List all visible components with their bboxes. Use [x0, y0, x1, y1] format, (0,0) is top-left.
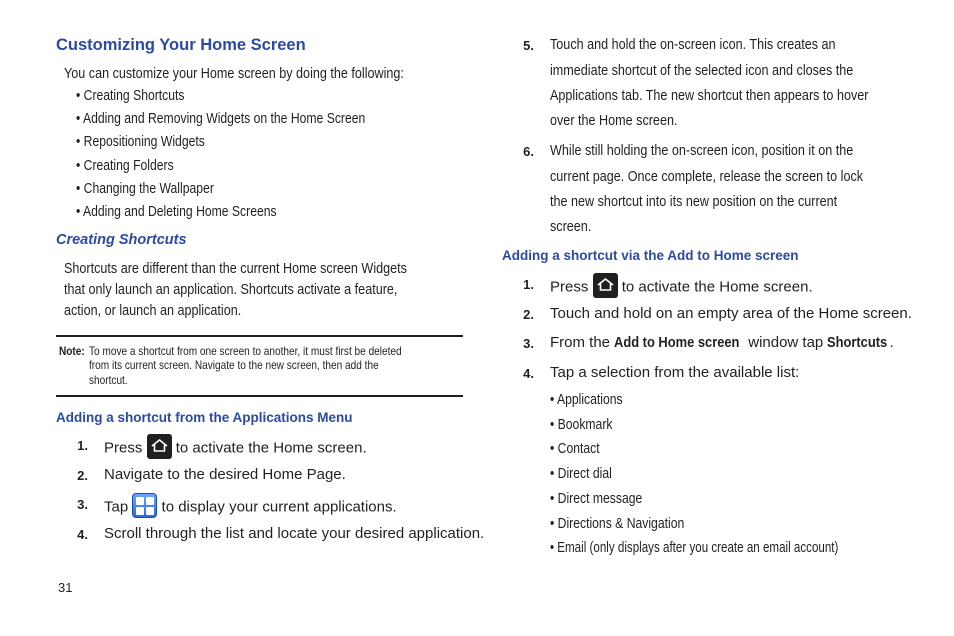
- step-line: screen.: [550, 218, 592, 235]
- section-subtitle: Creating Shortcuts: [56, 232, 187, 248]
- step-text: Navigate to the desired Home Page.: [104, 466, 346, 483]
- step-number: 4.: [77, 527, 88, 542]
- step-number: 4.: [523, 366, 534, 381]
- note-line: from its current screen. Navigate to the new screen, then add the: [89, 358, 379, 372]
- page-title: Customizing Your Home Screen: [56, 36, 306, 54]
- step-text: Tap to display your current applications.: [104, 495, 397, 520]
- bullet-item: • Creating Shortcuts: [76, 88, 185, 104]
- note-label: Note:: [59, 344, 85, 358]
- step-line: current page. Once complete, release the screen to lock: [550, 168, 864, 185]
- step-number: 2.: [77, 468, 88, 483]
- bullet-item: • Changing the Wallpaper: [76, 181, 214, 197]
- step-number: 2.: [523, 307, 534, 322]
- bullet-item: • Repositioning Widgets: [76, 134, 205, 150]
- step-line: While still holding the on-screen icon, position it on the: [550, 142, 854, 159]
- step-text: Press to activate the Home screen.: [550, 275, 813, 300]
- list-item: • Email (only displays after you create an email account): [550, 540, 839, 556]
- step-text: Tap a selection from the available list:: [550, 364, 800, 381]
- note-line: To move a shortcut from one screen to another, it must first be deleted: [89, 344, 402, 358]
- list-item: • Direct dial: [550, 466, 612, 482]
- paragraph-line: action, or launch an application.: [64, 302, 242, 319]
- note-bottom-divider: [56, 395, 463, 397]
- home-key-icon: [147, 434, 172, 459]
- list-item: • Directions & Navigation: [550, 516, 685, 532]
- step-number: 5.: [523, 38, 534, 53]
- step-text: From the Add to Home screen window tap Shortcuts .: [550, 334, 894, 351]
- step-text: Press to activate the Home screen.: [104, 436, 367, 461]
- bullet-item: • Adding and Deleting Home Screens: [76, 204, 277, 220]
- list-item: • Bookmark: [550, 417, 613, 433]
- note-line: shortcut.: [89, 373, 128, 387]
- step-line: immediate shortcut of the selected icon and closes the: [550, 62, 854, 79]
- step-text: Scroll through the list and locate your desired application.: [104, 525, 485, 542]
- step-line: the new shortcut into its new position on the current: [550, 193, 838, 210]
- paragraph-line: Shortcuts are different than the current Home screen Widgets: [64, 260, 407, 277]
- step-text: Touch and hold on an empty area of the Home screen.: [550, 305, 912, 322]
- step-line: over the Home screen.: [550, 112, 678, 129]
- section-heading-add-to-home: Adding a shortcut via the Add to Home screen: [502, 248, 799, 263]
- list-item: • Applications: [550, 392, 623, 408]
- paragraph-line: that only launch an application. Shortcuts activate a feature,: [64, 281, 398, 298]
- section-heading-applications-menu: Adding a shortcut from the Applications Menu: [56, 410, 353, 425]
- applications-icon: [132, 493, 157, 518]
- list-item: • Contact: [550, 441, 600, 457]
- step-number: 1.: [523, 277, 534, 292]
- list-item: • Direct message: [550, 491, 643, 507]
- page-number: 31: [58, 580, 73, 595]
- intro-text: You can customize your Home screen by doing the following:: [64, 65, 404, 82]
- bullet-item: • Adding and Removing Widgets on the Home Screen: [76, 111, 366, 127]
- step-number: 1.: [77, 438, 88, 453]
- step-number: 6.: [523, 144, 534, 159]
- step-number: 3.: [77, 497, 88, 512]
- home-key-icon: [593, 273, 618, 298]
- bullet-item: • Creating Folders: [76, 158, 174, 174]
- step-line: Touch and hold the on-screen icon. This creates an: [550, 36, 836, 53]
- step-line: Applications tab. The new shortcut then appears to hover: [550, 87, 869, 104]
- step-number: 3.: [523, 336, 534, 351]
- note-top-divider: [56, 335, 463, 337]
